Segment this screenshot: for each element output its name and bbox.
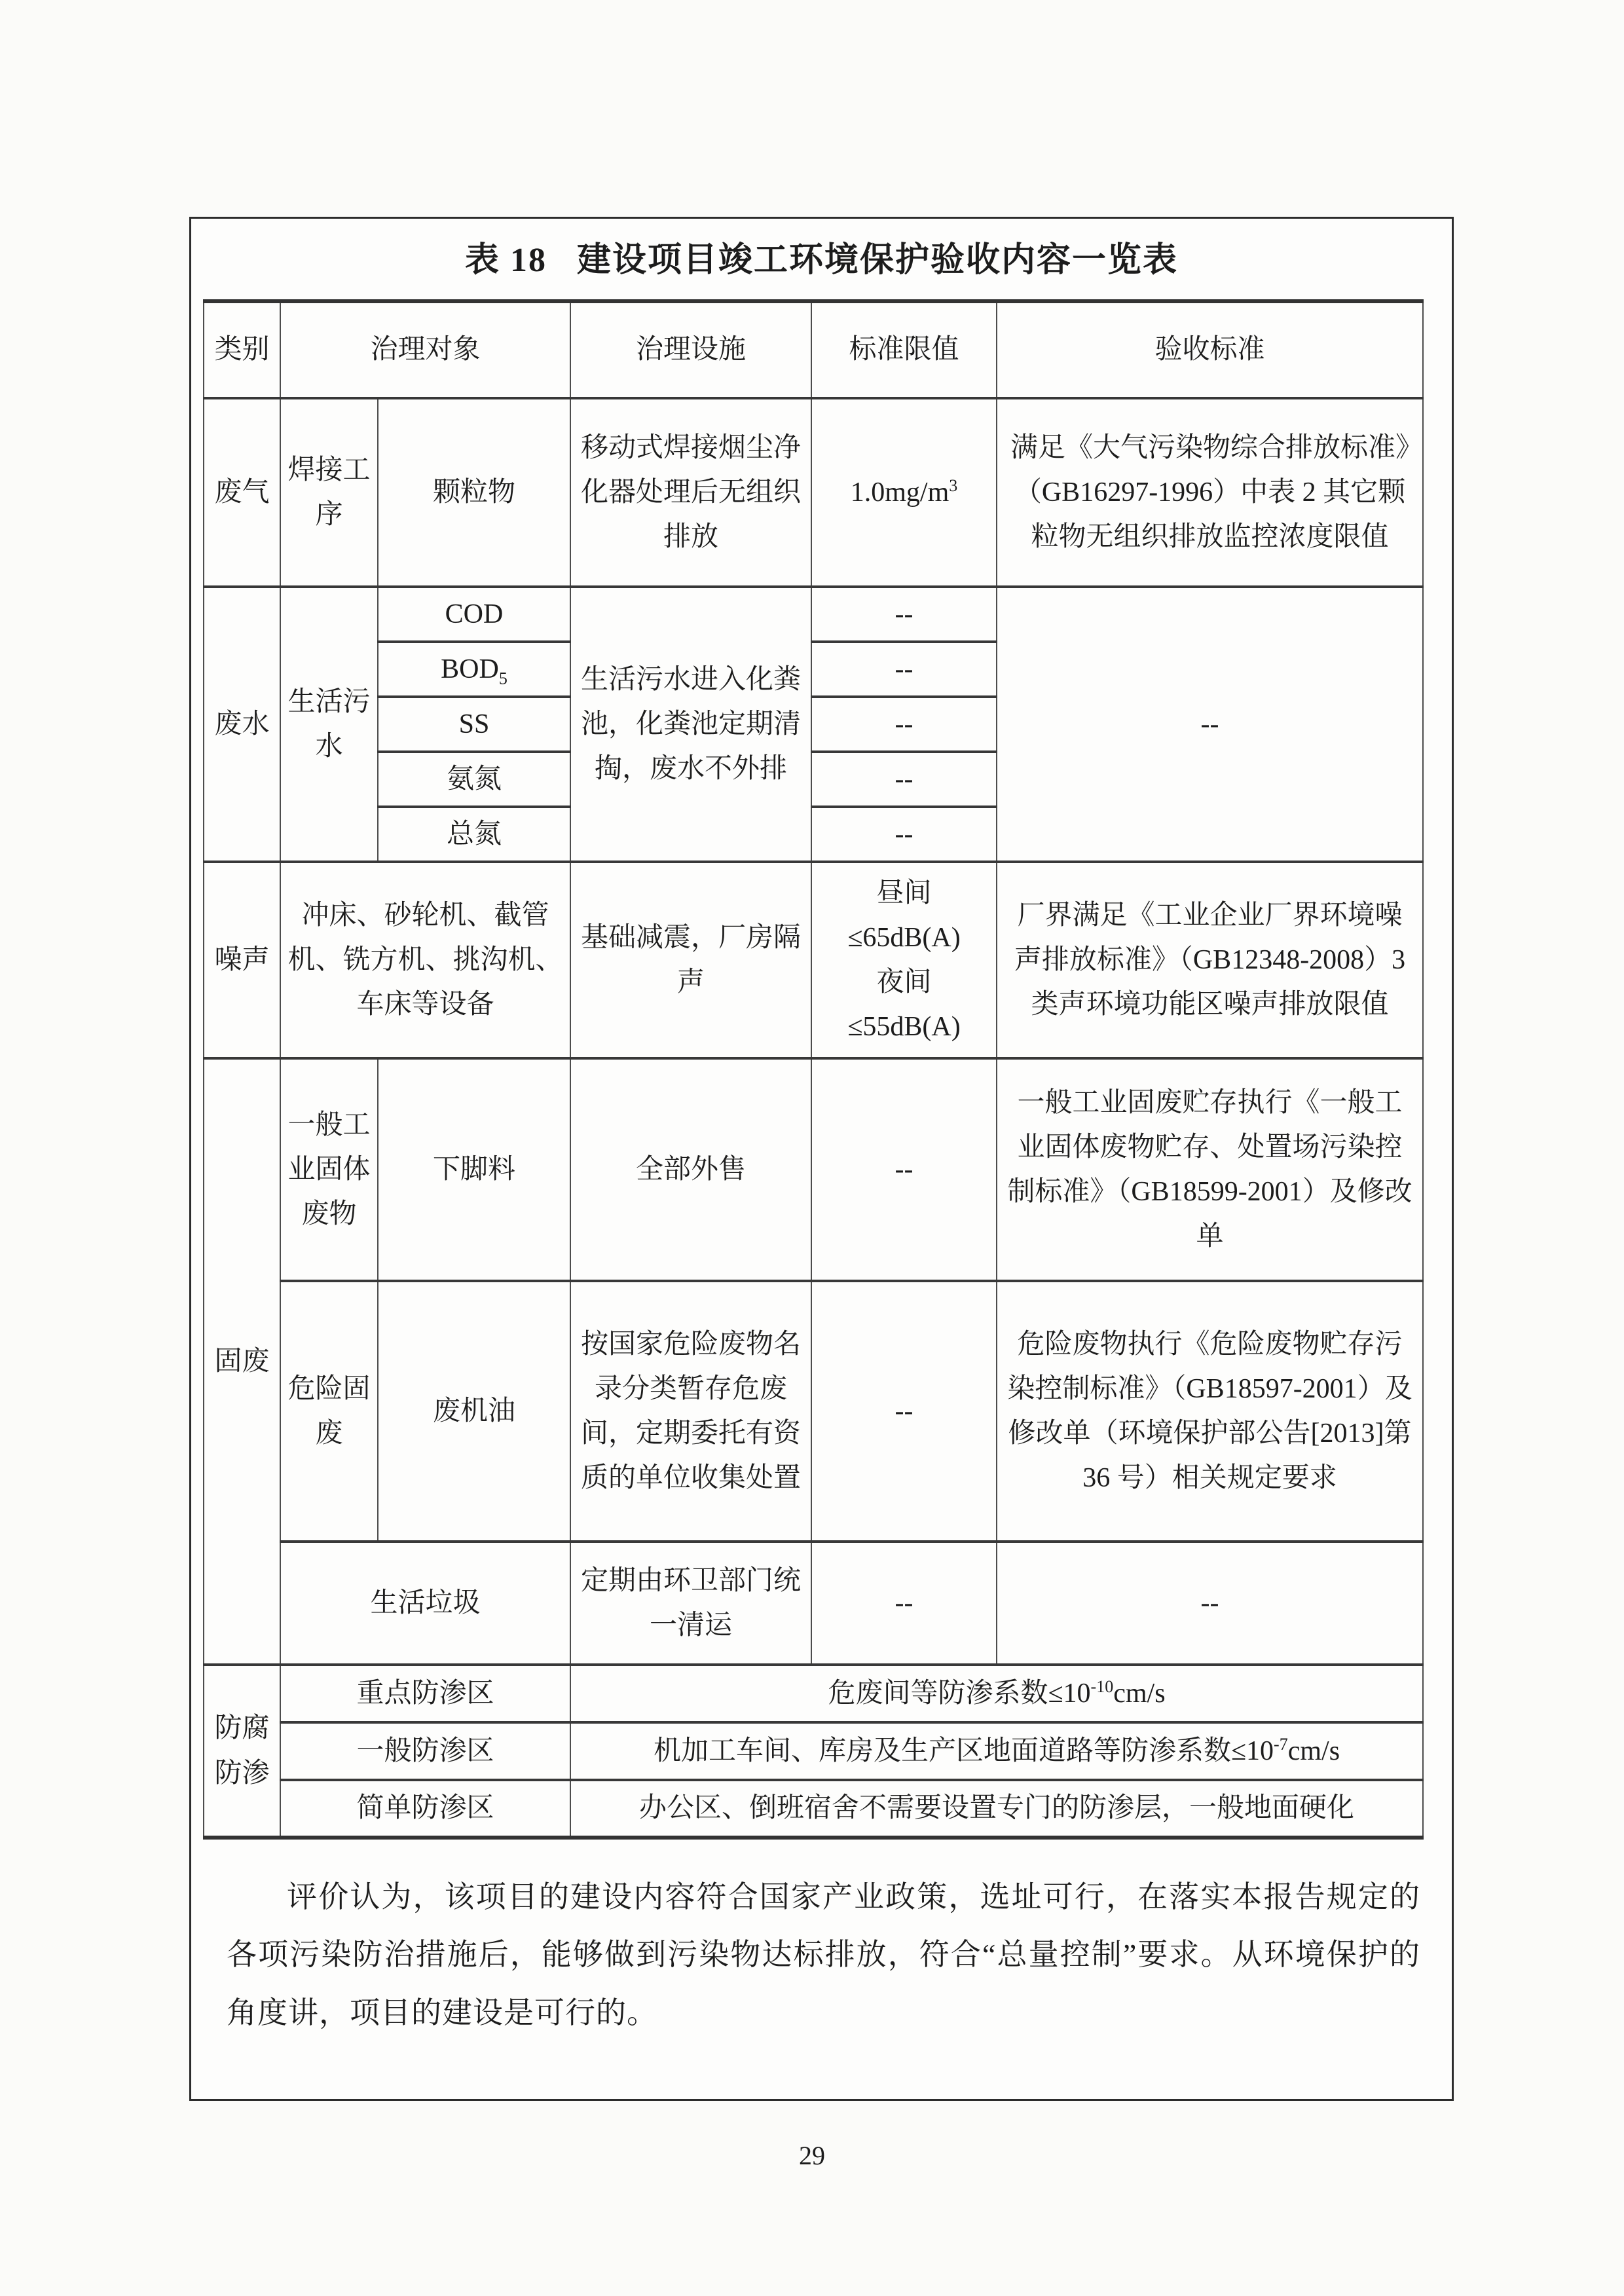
waste-water-limit-bod: -- [811,642,997,697]
table-header-row [204,301,1423,398]
waste-gas-limit-value: 1.0mg/m [850,477,950,508]
noise-standard: 厂界满足《工业企业厂界环境噪声排放标准》（GB12348-2008）3 类声环境功能区噪声排放限值 [997,862,1423,1058]
seepage-general-zone-description [570,1722,1423,1780]
seepage-desc-unit: cm/s [1287,1735,1340,1766]
waste-gas-limit [811,398,997,587]
noise-limit-night-value: ≤55dB(A) [847,1012,961,1043]
solid-waste-general-row [204,1058,1423,1281]
waste-water-standard: -- [997,587,1423,862]
solid-waste-hazardous-standard: 危险废物执行《危险废物贮存污染控制标准》（GB18597-2001）及修改单（环境保护部公告[2013]第 36 号）相关规定要求 [997,1281,1423,1542]
column-header-standard-limit: 标准限值 [811,301,997,398]
seepage-desc-unit: cm/s [1113,1678,1166,1709]
seepage-simple-zone-description [570,1780,1423,1838]
noise-source: 冲床、砂轮机、截管机、铣方机、挑沟机、车床等设备 [280,862,570,1058]
solid-waste-general-pollutant: 下脚料 [378,1058,570,1281]
solid-waste-domestic-facility: 定期由环卫部门统一清运 [570,1542,811,1665]
waste-water-limit-ss: -- [811,697,997,752]
pollutant-name: 总氮 [447,819,502,849]
solid-waste-hazardous-source: 危险固废 [280,1281,378,1542]
seepage-desc-exponent: -10 [1090,1676,1114,1696]
waste-water-source: 生活污水 [280,587,378,862]
solid-waste-general-limit: -- [811,1058,997,1281]
conclusion-paragraph: 评价认为，该项目的建设内容符合国家产业政策，选址可行，在落实本报告规定的各项污染防治措施后，能够做到污染物达标排放，符合“总量控制”要求。从环境保护的角度讲，项目的建设是可行的。 [227,1880,1420,2029]
column-header-treatment-facility: 治理设施 [570,301,811,398]
seepage-desc-text: 危废间等防渗系数≤10 [828,1678,1091,1709]
pollutant-subscript: 5 [498,669,507,688]
acceptance-table [203,299,1424,1840]
noise-limit-day-label: 昼间 [876,878,932,908]
pollutant-name: SS [458,709,490,739]
noise-row [204,862,1423,1058]
waste-gas-facility: 移动式焊接烟尘净化器处理后无组织排放 [570,398,811,587]
solid-waste-general-source: 一般工业固体废物 [280,1058,378,1281]
seepage-general-zone-label: 一般防渗区 [280,1722,570,1780]
page-border-box [189,217,1454,2101]
waste-gas-pollutant: 颗粒物 [378,398,570,587]
solid-waste-hazardous-pollutant: 废机油 [378,1281,570,1542]
waste-water-pollutant-bod [378,642,570,697]
solid-waste-hazardous-row [204,1281,1423,1542]
seepage-simple-zone-row [204,1780,1423,1838]
seepage-general-zone-row [204,1722,1423,1780]
waste-gas-limit-exponent: 3 [949,475,958,495]
waste-water-pollutant-ss [378,697,570,752]
solid-waste-domestic-limit: -- [811,1542,997,1665]
pollutant-name: COD [445,599,504,629]
noise-limit-day-value: ≤65dB(A) [847,922,961,953]
solid-waste-domestic-source: 生活垃圾 [280,1542,570,1665]
column-header-category: 类别 [204,301,280,398]
waste-water-category: 废水 [204,587,280,862]
seepage-key-zone-row [204,1665,1423,1722]
waste-gas-row [204,398,1423,587]
noise-limit-night-label: 夜间 [876,967,932,997]
table-title-text: 建设项目竣工环境保护验收内容一览表 [577,242,1179,279]
waste-gas-source: 焊接工序 [280,398,378,587]
noise-limit [811,862,997,1058]
waste-water-limit-ammonia: -- [811,752,997,807]
table-title [191,232,1452,281]
seepage-desc-exponent: -7 [1274,1734,1288,1754]
table-title-number: 表 18 [464,242,547,279]
seepage-key-zone-label: 重点防渗区 [280,1665,570,1722]
waste-water-row-cod [204,587,1423,642]
pollutant-name: BOD [441,654,499,684]
seepage-simple-zone-label: 简单防渗区 [280,1780,570,1838]
column-header-acceptance-standard: 验收标准 [997,301,1423,398]
waste-water-pollutant-total-nitrogen [378,807,570,862]
seepage-category: 防腐防渗 [204,1665,280,1838]
waste-water-facility: 生活污水进入化粪池，化粪池定期清掏，废水不外排 [570,587,811,862]
noise-facility: 基础减震，厂房隔声 [570,862,811,1058]
waste-water-pollutant-cod [378,587,570,642]
solid-waste-category: 固废 [204,1058,280,1665]
waste-gas-standard: 满足《大气污染物综合排放标准》（GB16297-1996）中表 2 其它颗粒物无组织排放监控浓度限值 [997,398,1423,587]
page-number: 29 [799,2141,825,2170]
solid-waste-domestic-standard: -- [997,1542,1423,1665]
solid-waste-general-standard: 一般工业固废贮存执行《一般工业固体废物贮存、处置场污染控制标准》（GB18599-2001）及修改单 [997,1058,1423,1281]
waste-water-limit-total-nitrogen: -- [811,807,997,862]
column-header-treatment-object: 治理对象 [280,301,570,398]
noise-category: 噪声 [204,862,280,1058]
waste-water-limit-cod: -- [811,587,997,642]
seepage-key-zone-description [570,1665,1423,1722]
solid-waste-general-facility: 全部外售 [570,1058,811,1281]
solid-waste-hazardous-facility: 按国家危险废物名录分类暂存危废间，定期委托有资质的单位收集处置 [570,1281,811,1542]
pollutant-name: 氨氮 [447,764,502,794]
waste-gas-category: 废气 [204,398,280,587]
solid-waste-domestic-row [204,1542,1423,1665]
solid-waste-hazardous-limit: -- [811,1281,997,1542]
seepage-desc-text: 办公区、倒班宿舍不需要设置专门的防渗层，一般地面硬化 [639,1793,1355,1824]
seepage-desc-text: 机加工车间、库房及生产区地面道路等防渗系数≤10 [653,1735,1274,1766]
waste-water-pollutant-ammonia [378,752,570,807]
